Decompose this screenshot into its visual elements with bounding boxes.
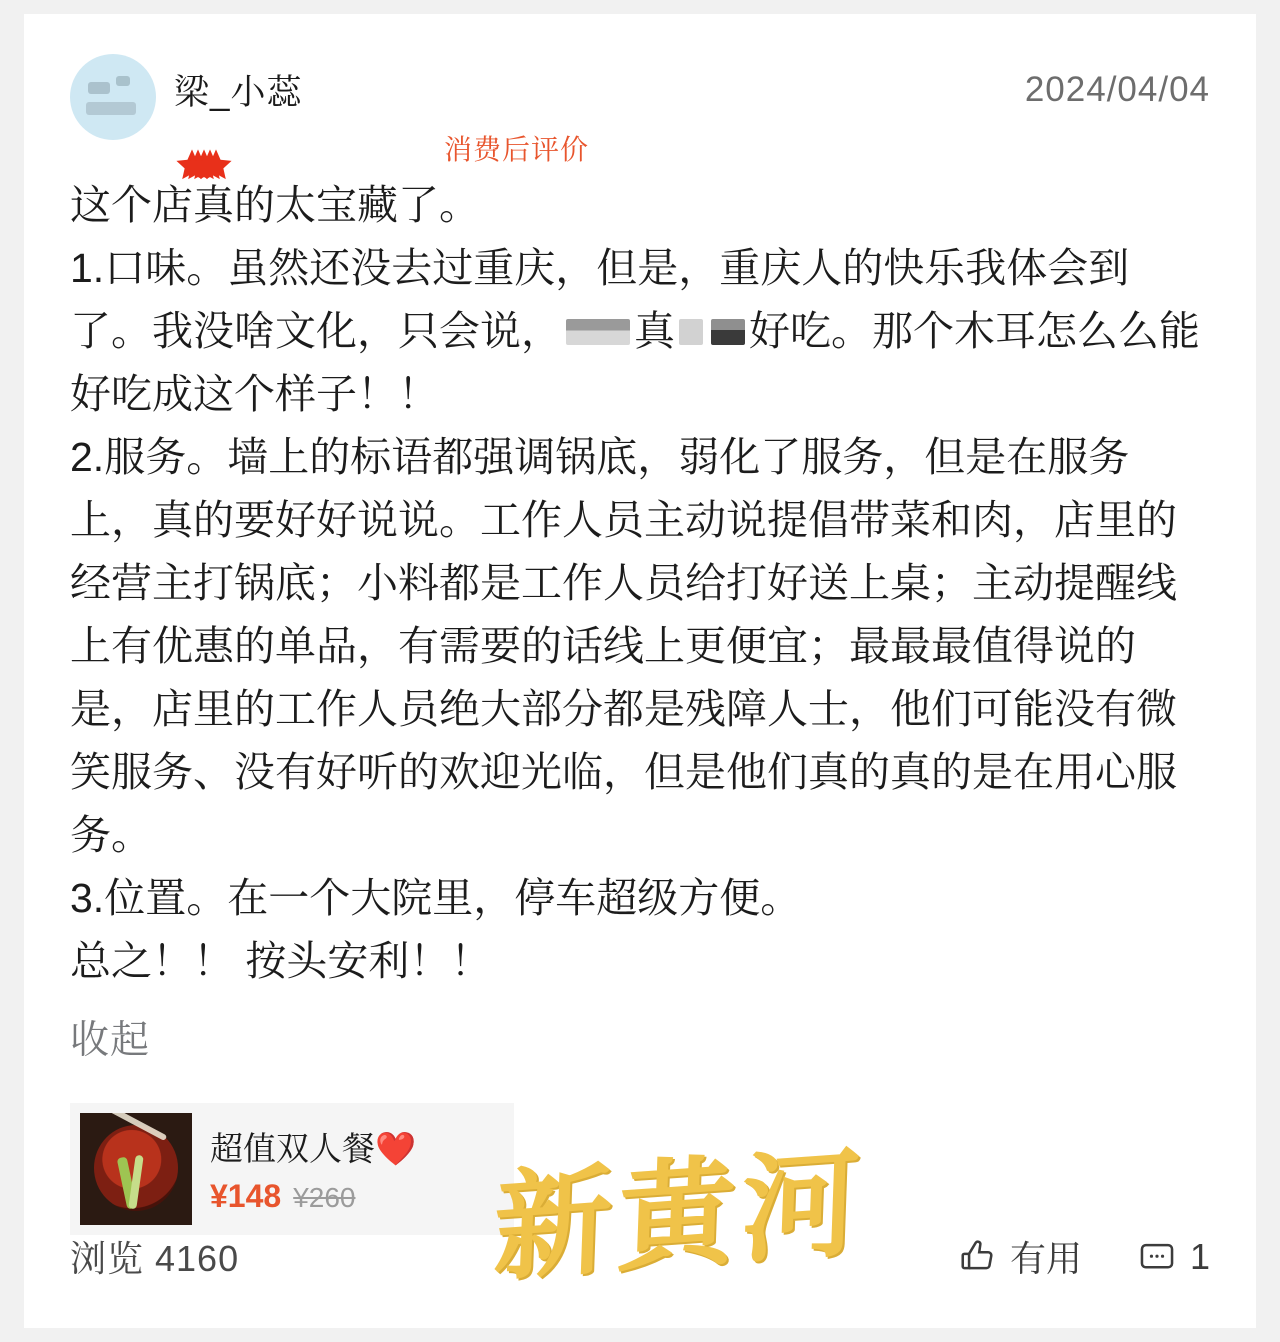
product-price-current: ¥148 [210,1178,282,1214]
avatar[interactable] [70,54,156,140]
useful-button[interactable] [958,1231,1082,1282]
review-footer [70,1231,1210,1282]
thumbs-up-icon [958,1238,996,1276]
comment-button[interactable] [1138,1236,1210,1278]
product-title: 超值双人餐❤️ [210,1130,417,1167]
review-text [70,174,1210,993]
review-paragraph-1: 这个店真的太宝藏了。 [70,182,480,228]
redacted-block-1 [566,319,630,345]
review-paragraph-2-tail: 好吃。那个木耳怎么么能好吃成这个样子！！ [70,308,1200,417]
view-count: 浏览 4160 [70,1238,240,1279]
reviewer-username[interactable]: 梁_小蕊 [174,73,303,112]
review-paragraph-2 [70,237,1210,426]
review-paragraph-5: 总之！！ 按头安利！！ [70,938,492,984]
comment-count: 1 [1189,1235,1210,1277]
review-card [24,14,1256,1328]
footer-actions [958,1231,1210,1282]
review-paragraph-4: 3.位置。在一个大院里，停车超级方便。 [70,875,802,921]
product-card[interactable] [70,1103,514,1235]
redacted-block-3 [711,319,745,345]
watermark: 新黄河 [491,1137,868,1296]
product-thumbnail [80,1113,192,1225]
product-price-original: ¥260 [293,1182,356,1213]
useful-label: 有用 [1009,1238,1082,1279]
avatar-shape-3 [86,102,136,115]
avatar-shape-1 [88,82,110,94]
redacted-block-2 [679,319,703,345]
avatar-shape-2 [116,76,130,86]
comment-icon [1138,1238,1176,1276]
review-date: 2024/04/04 [1024,70,1210,109]
product-price-row [210,1178,416,1215]
review-header [70,48,1210,165]
review-paragraph-3: 2.服务。墙上的标语都强调锅底，弱化了服务，但是在服务上，真的要好好说说。工作人员主动说提倡带菜和肉，店里的经营主打锅底；小料都是工作人员给打好送上桌；主动提醒线上有优惠的单品，有需要的话线上更便宜；最最最值得说的是，店里的工作人员绝大部分都是残障人士，他们可能没有微笑服务、没有好听的欢迎光临，但是他们真的真的是在用心服务。 [70,434,1177,858]
review-type-tag: 消费后评价 [444,134,590,165]
collapse-toggle[interactable]: 收起 [70,1019,151,1062]
review-paragraph-2-mid: 真 [634,308,675,354]
product-info [210,1123,416,1215]
review-paragraph-2-text: 1.口味。虽然还没去过重庆，但是，重庆人的快乐我体会到了。我没啥文化，只会说， [70,245,1130,354]
